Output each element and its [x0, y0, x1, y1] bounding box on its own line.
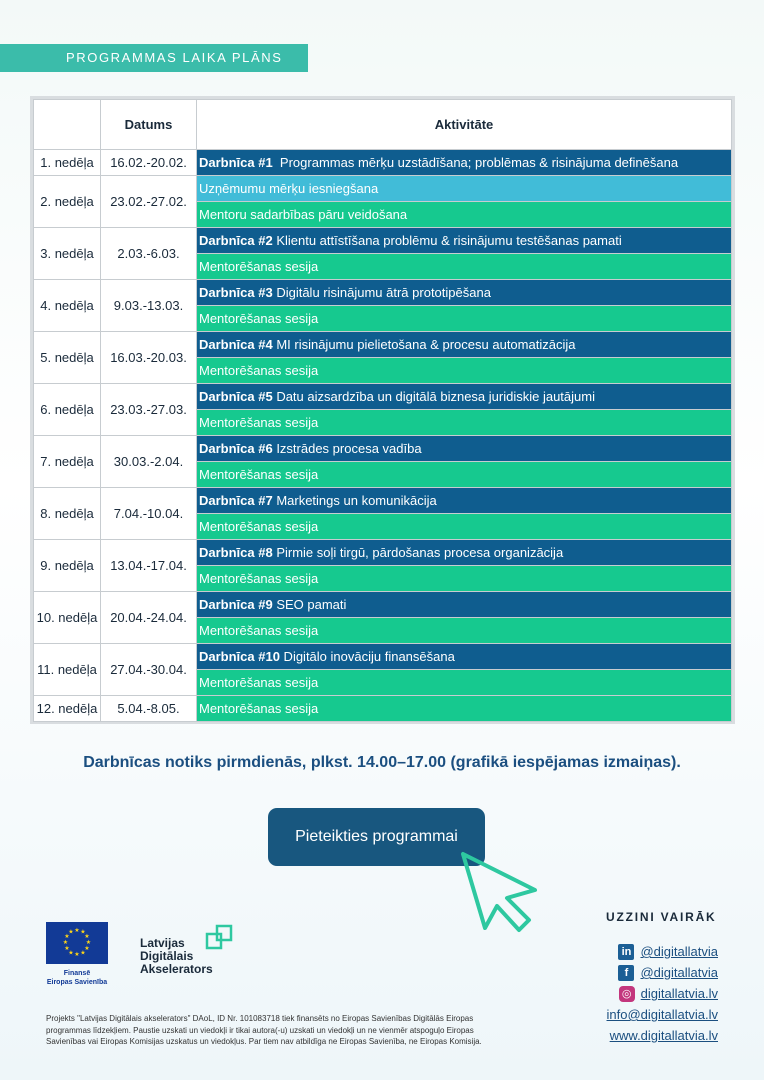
week-cell: 11. nedēļa: [34, 644, 101, 696]
contact-links: [607, 941, 718, 1046]
date-cell: 23.02.-27.02.: [101, 176, 197, 228]
instagram-icon: ◎: [619, 986, 635, 1002]
workshop-label: Darbnīca #7: [199, 493, 273, 508]
lda-line1: Latvijas: [140, 936, 185, 950]
activity-text: Izstrādes procesa vadība: [272, 441, 422, 456]
date-cell: 23.03.-27.03.: [101, 384, 197, 436]
linkedin-row: [607, 941, 718, 962]
section-banner: [0, 44, 308, 72]
workshop-label: Darbnīca #8: [199, 545, 273, 560]
activity-text: Datu aizsardzība un digitālā biznesa juridiskie jautājumi: [272, 389, 595, 404]
date-cell: 5.04.-8.05.: [101, 696, 197, 722]
activity-text: Mentorēšanas sesija: [199, 467, 319, 482]
svg-text:★: ★: [68, 949, 74, 957]
lda-line3: Akselerators: [140, 962, 213, 976]
facebook-icon: f: [618, 965, 634, 981]
activity-text: Digitālu risinājumu ātrā prototipēšana: [272, 285, 491, 300]
activity-text: Mentorēšanas sesija: [199, 415, 319, 430]
svg-text:★: ★: [74, 951, 80, 958]
activity-cell: [197, 228, 732, 254]
workshop-label: Darbnīca #5: [199, 389, 273, 404]
table-row: [34, 280, 732, 306]
activity-text: Klientu attīstīšana problēmu & risinājumu testēšanas pamati: [272, 233, 622, 248]
date-cell: 7.04.-10.04.: [101, 488, 197, 540]
activity-text: Mentorēšanas sesija: [199, 519, 319, 534]
activity-cell: [197, 514, 732, 540]
activity-text: Mentorēšanas sesija: [199, 363, 319, 378]
eu-caption: [36, 969, 118, 987]
lda-logo-text: [140, 937, 213, 976]
week-cell: 8. nedēļa: [34, 488, 101, 540]
week-cell: 7. nedēļa: [34, 436, 101, 488]
svg-text:★: ★: [80, 928, 86, 936]
activity-cell: [197, 540, 732, 566]
activity-text: Mentorēšanas sesija: [199, 571, 319, 586]
activity-cell: [197, 618, 732, 644]
apply-button-label: Pieteikties programmai: [295, 828, 458, 845]
table-row: [34, 644, 732, 670]
svg-text:★: ★: [85, 939, 92, 946]
lda-logo-icon: [205, 924, 235, 950]
instagram-row: [607, 983, 718, 1004]
svg-text:★: ★: [64, 933, 70, 940]
eu-caption-line1: Finansē: [63, 970, 91, 977]
svg-text:★: ★: [80, 949, 86, 957]
week-cell: 5. nedēļa: [34, 332, 101, 384]
date-cell: 2.03.-6.03.: [101, 228, 197, 280]
date-cell: 13.04.-17.04.: [101, 540, 197, 592]
website-row: [607, 1025, 718, 1046]
activity-cell: [197, 462, 732, 488]
activity-text: Mentorēšanas sesija: [199, 675, 319, 690]
activity-cell: [197, 176, 732, 202]
workshop-label: Darbnīca #2: [199, 233, 273, 248]
workshop-label: Darbnīca #10: [199, 649, 280, 664]
eu-caption-line2: Eiropas Savienība: [46, 979, 108, 986]
instagram-link[interactable]: digitallatvia.lv: [640, 986, 718, 1001]
table-row: [34, 176, 732, 202]
email-row: [607, 1004, 718, 1025]
schedule-note: Darbnīcas notiks pirmdienās, plkst. 14.00–17.00 (grafikā iespējamas izmaiņas).: [83, 754, 681, 771]
activity-text: Mentorēšanas sesija: [199, 259, 319, 274]
activity-cell: [197, 358, 732, 384]
activity-cell: [197, 384, 732, 410]
table-row: [34, 488, 732, 514]
table-row: [34, 228, 732, 254]
svg-text:★: ★: [84, 933, 90, 940]
week-cell: 2. nedēļa: [34, 176, 101, 228]
activity-cell: [197, 332, 732, 358]
table-row: [34, 150, 732, 176]
pointer-cursor-icon: [455, 848, 545, 938]
activity-cell: [197, 306, 732, 332]
activity-cell: [197, 644, 732, 670]
workshop-label: Darbnīca #6: [199, 441, 273, 456]
activity-cell: [197, 436, 732, 462]
facebook-row: [607, 962, 718, 983]
activity-cell: [197, 488, 732, 514]
week-cell: 9. nedēļa: [34, 540, 101, 592]
activity-text: Uzņēmumu mērķu iesniegšana: [199, 181, 379, 196]
date-cell: 20.04.-24.04.: [101, 592, 197, 644]
week-cell: 3. nedēļa: [34, 228, 101, 280]
header-activity: Aktivitāte: [197, 100, 732, 150]
activity-text: Mentorēšanas sesija: [199, 311, 319, 326]
activity-text: Marketings un komunikācija: [272, 493, 437, 508]
week-cell: 4. nedēļa: [34, 280, 101, 332]
workshop-label: Darbnīca #1: [199, 155, 273, 170]
website-link[interactable]: www.digitallatvia.lv: [609, 1028, 718, 1043]
table-row: [34, 332, 732, 358]
table-header-row: [34, 100, 732, 150]
week-cell: 1. nedēļa: [34, 150, 101, 176]
apply-button[interactable]: [268, 808, 485, 866]
header-week: [34, 100, 101, 150]
funding-disclaimer: Projekts "Latvijas Digitālais akselerators" DAoL, ID Nr. 101083718 tiek finansēts no Eiropas Savienības Digitālās Eiropas programmas līdzekļiem. Paustie uzskati un viedokļi ir tikai autora(-u) uzskati un viedokļi un ne vienmēr atspoguļo Eiropas Savienības vai Eiropas Komisijas uzskatus un viedokļus. Par tiem nav atbildīga ne Eiropas Savienība, ne Eiropas Komisija.: [46, 1014, 482, 1046]
week-cell: 6. nedēļa: [34, 384, 101, 436]
activity-cell: [197, 254, 732, 280]
svg-text:★: ★: [84, 945, 90, 952]
header-date: Datums: [101, 100, 197, 150]
table-row: [34, 696, 732, 722]
activity-text: Digitālo inovāciju finansēšana: [279, 649, 455, 664]
facebook-link[interactable]: @digitallatvia: [640, 965, 718, 980]
svg-text:★: ★: [64, 945, 70, 952]
svg-text:★: ★: [68, 928, 74, 936]
email-link[interactable]: info@digitallatvia.lv: [606, 1007, 718, 1022]
date-cell: 9.03.-13.03.: [101, 280, 197, 332]
activity-text: Programmas mērķu uzstādīšana; problēmas & risinājuma definēšana: [272, 155, 679, 170]
activity-text: Mentorēšanas sesija: [199, 623, 319, 638]
table-row: [34, 592, 732, 618]
activity-text: SEO pamati: [272, 597, 347, 612]
schedule-table: [30, 96, 735, 724]
activity-text: MI risinājumu pielietošana & procesu automatizācija: [272, 337, 576, 352]
table-row: [34, 436, 732, 462]
svg-text:★: ★: [62, 939, 69, 946]
activity-cell: [197, 410, 732, 436]
eu-flag-icon: [46, 922, 108, 964]
table-row: [34, 384, 732, 410]
table-row: [34, 540, 732, 566]
date-cell: 30.03.-2.04.: [101, 436, 197, 488]
activity-cell: [197, 696, 732, 722]
activity-cell: [197, 670, 732, 696]
workshop-label: Darbnīca #4: [199, 337, 273, 352]
activity-cell: [197, 150, 732, 176]
week-cell: 10. nedēļa: [34, 592, 101, 644]
activity-cell: [197, 566, 732, 592]
activity-text: Pirmie soļi tirgū, pārdošanas procesa organizācija: [272, 545, 564, 560]
date-cell: 16.02.-20.02.: [101, 150, 197, 176]
banner-title: PROGRAMMAS LAIKA PLĀNS: [66, 50, 283, 65]
linkedin-icon: in: [618, 944, 634, 960]
date-cell: 16.03.-20.03.: [101, 332, 197, 384]
workshop-label: Darbnīca #3: [199, 285, 273, 300]
svg-text:★: ★: [74, 927, 80, 934]
activity-text: Mentorēšanas sesija: [199, 701, 319, 716]
activity-cell: [197, 592, 732, 618]
activity-cell: [197, 202, 732, 228]
linkedin-link[interactable]: @digitallatvia: [640, 944, 718, 959]
week-cell: 12. nedēļa: [34, 696, 101, 722]
contact-title: UZZINI VAIRĀK: [606, 910, 717, 924]
activity-cell: [197, 280, 732, 306]
workshop-label: Darbnīca #9: [199, 597, 273, 612]
activity-text: Mentoru sadarbības pāru veidošana: [199, 207, 408, 222]
lda-line2: Digitālais: [140, 949, 194, 963]
date-cell: 27.04.-30.04.: [101, 644, 197, 696]
